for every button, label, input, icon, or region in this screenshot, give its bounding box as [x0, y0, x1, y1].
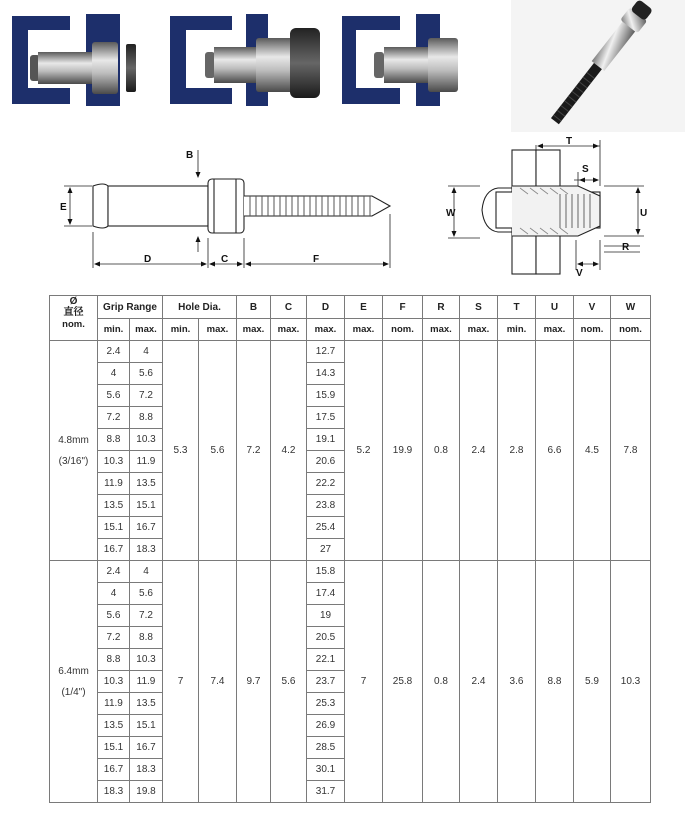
header-v: V — [574, 296, 611, 319]
lockbolt-pin-photo — [511, 0, 685, 132]
grip-min-cell: 10.3 — [98, 451, 130, 473]
dim-label-b: B — [186, 150, 194, 161]
installation-photos — [0, 0, 685, 132]
dim-label-s: S — [582, 164, 589, 175]
spec-d-cell: 23.8 — [307, 495, 345, 517]
dim-label-c: C — [221, 254, 229, 265]
spec-w-cell: 10.3 — [611, 561, 651, 803]
nominal-diameter-cell — [50, 341, 98, 561]
spec-t-cell: 2.8 — [498, 341, 536, 561]
grip-min-cell: 8.8 — [98, 429, 130, 451]
spec-w-cell: 7.8 — [611, 341, 651, 561]
grip-max-cell: 16.7 — [130, 737, 163, 759]
header-b: B — [237, 296, 271, 319]
spec-hole-min-cell: 7 — [163, 561, 199, 803]
technical-drawings — [0, 132, 685, 292]
spec-b-cell: 9.7 — [237, 561, 271, 803]
header-e: E — [345, 296, 383, 319]
spec-d-cell: 23.7 — [307, 671, 345, 693]
grip-min-cell: 5.6 — [98, 385, 130, 407]
grip-min-cell: 2.4 — [98, 341, 130, 363]
grip-min-cell: 15.1 — [98, 737, 130, 759]
subheader-s: max. — [460, 319, 498, 341]
grip-max-cell: 8.8 — [130, 627, 163, 649]
spec-d-cell: 12.7 — [307, 341, 345, 363]
header-hole-dia: Hole Dia. — [163, 296, 237, 319]
nominal-diameter-mm: 4.8mm — [58, 434, 89, 446]
spec-t-cell: 3.6 — [498, 561, 536, 803]
header-u: U — [536, 296, 574, 319]
subheader-d: max. — [307, 319, 345, 341]
subheader-t: min. — [498, 319, 536, 341]
grip-max-cell: 15.1 — [130, 715, 163, 737]
grip-max-cell: 5.6 — [130, 583, 163, 605]
nominal-diameter-inch: (3/16") — [58, 455, 89, 467]
grip-max-cell: 7.2 — [130, 385, 163, 407]
grip-max-cell: 4 — [130, 341, 163, 363]
header-grip-range: Grip Range — [98, 296, 163, 319]
spec-v-cell: 4.5 — [574, 341, 611, 561]
grip-max-cell: 13.5 — [130, 693, 163, 715]
spec-d-cell: 19.1 — [307, 429, 345, 451]
install-step-1-photo — [12, 14, 136, 106]
grip-max-cell: 13.5 — [130, 473, 163, 495]
grip-max-cell: 15.1 — [130, 495, 163, 517]
grip-min-cell: 4 — [98, 583, 130, 605]
subheader-f: nom. — [383, 319, 423, 341]
spec-d-cell: 31.7 — [307, 781, 345, 803]
grip-max-cell: 8.8 — [130, 407, 163, 429]
dim-label-d: D — [144, 254, 152, 265]
spec-c-cell: 4.2 — [271, 341, 307, 561]
grip-min-cell: 18.3 — [98, 781, 130, 803]
spec-d-cell: 20.5 — [307, 627, 345, 649]
grip-max-cell: 18.3 — [130, 759, 163, 781]
spec-d-cell: 22.1 — [307, 649, 345, 671]
subheader-grip-min: min. — [98, 319, 130, 341]
grip-max-cell: 11.9 — [130, 671, 163, 693]
spec-u-cell: 8.8 — [536, 561, 574, 803]
subheader-hole-min: min. — [163, 319, 199, 341]
nominal-diameter-mm: 6.4mm — [58, 665, 89, 677]
spec-f-cell: 19.9 — [383, 341, 423, 561]
header-r: R — [423, 296, 460, 319]
header-w: W — [611, 296, 651, 319]
subheader-grip-max: max. — [130, 319, 163, 341]
spec-table-body — [50, 341, 651, 803]
install-step-2-photo — [170, 14, 320, 106]
grip-max-cell: 19.8 — [130, 781, 163, 803]
spec-c-cell: 5.6 — [271, 561, 307, 803]
header-f: F — [383, 296, 423, 319]
grip-max-cell: 10.3 — [130, 429, 163, 451]
spec-u-cell: 6.6 — [536, 341, 574, 561]
installed-section-view — [448, 140, 644, 274]
grip-max-cell: 5.6 — [130, 363, 163, 385]
grip-max-cell: 16.7 — [130, 517, 163, 539]
grip-min-cell: 5.6 — [98, 605, 130, 627]
spec-d-cell: 28.5 — [307, 737, 345, 759]
spec-hole-min-cell: 5.3 — [163, 341, 199, 561]
subheader-nom: nom. — [50, 319, 98, 341]
grip-min-cell: 4 — [98, 363, 130, 385]
table-row — [50, 561, 651, 583]
spec-b-cell: 7.2 — [237, 341, 271, 561]
spec-d-cell: 19 — [307, 605, 345, 627]
spec-d-cell: 17.4 — [307, 583, 345, 605]
spec-s-cell: 2.4 — [460, 341, 498, 561]
dim-label-v: V — [576, 268, 583, 279]
spec-v-cell: 5.9 — [574, 561, 611, 803]
header-c: C — [271, 296, 307, 319]
spec-hole-max-cell: 7.4 — [199, 561, 237, 803]
grip-min-cell: 8.8 — [98, 649, 130, 671]
spec-d-cell: 15.9 — [307, 385, 345, 407]
spec-table — [49, 295, 651, 803]
grip-min-cell: 13.5 — [98, 495, 130, 517]
grip-min-cell: 10.3 — [98, 671, 130, 693]
spec-d-cell: 25.3 — [307, 693, 345, 715]
grip-max-cell: 4 — [130, 561, 163, 583]
spec-d-cell: 26.9 — [307, 715, 345, 737]
grip-min-cell: 13.5 — [98, 715, 130, 737]
grip-min-cell: 16.7 — [98, 759, 130, 781]
lockbolt-side-view — [64, 150, 390, 268]
dim-label-t: T — [566, 136, 573, 147]
grip-min-cell: 16.7 — [98, 539, 130, 561]
spec-r-cell: 0.8 — [423, 341, 460, 561]
subheader-c: max. — [271, 319, 307, 341]
dim-label-r: R — [622, 242, 630, 253]
dim-label-w: W — [446, 208, 456, 219]
nominal-diameter-inch: (1/4") — [61, 686, 86, 698]
header-diameter: Ø 直径 — [50, 296, 98, 319]
spec-d-cell: 22.2 — [307, 473, 345, 495]
spec-d-cell: 30.1 — [307, 759, 345, 781]
header-s: S — [460, 296, 498, 319]
subheader-u: max. — [536, 319, 574, 341]
dim-label-e: E — [60, 202, 67, 213]
dim-label-u: U — [640, 208, 648, 219]
subheader-b: max. — [237, 319, 271, 341]
subheader-e: max. — [345, 319, 383, 341]
install-step-3-photo — [342, 14, 458, 106]
grip-max-cell: 10.3 — [130, 649, 163, 671]
grip-min-cell: 7.2 — [98, 407, 130, 429]
spec-r-cell: 0.8 — [423, 561, 460, 803]
header-d: D — [307, 296, 345, 319]
grip-min-cell: 11.9 — [98, 693, 130, 715]
grip-min-cell: 15.1 — [98, 517, 130, 539]
subheader-v: nom. — [574, 319, 611, 341]
subheader-r: max. — [423, 319, 460, 341]
spec-hole-max-cell: 5.6 — [199, 341, 237, 561]
grip-max-cell: 11.9 — [130, 451, 163, 473]
spec-d-cell: 14.3 — [307, 363, 345, 385]
grip-min-cell: 11.9 — [98, 473, 130, 495]
subheader-hole-max: max. — [199, 319, 237, 341]
subheader-w: nom. — [611, 319, 651, 341]
dim-label-f: F — [313, 254, 320, 265]
spec-d-cell: 27 — [307, 539, 345, 561]
grip-min-cell: 2.4 — [98, 561, 130, 583]
header-t: T — [498, 296, 536, 319]
spec-f-cell: 25.8 — [383, 561, 423, 803]
spec-e-cell: 7 — [345, 561, 383, 803]
spec-d-cell: 17.5 — [307, 407, 345, 429]
spec-d-cell: 20.6 — [307, 451, 345, 473]
grip-min-cell: 7.2 — [98, 627, 130, 649]
grip-max-cell: 7.2 — [130, 605, 163, 627]
spec-e-cell: 5.2 — [345, 341, 383, 561]
spec-d-cell: 25.4 — [307, 517, 345, 539]
spec-d-cell: 15.8 — [307, 561, 345, 583]
nominal-diameter-cell — [50, 561, 98, 803]
spec-s-cell: 2.4 — [460, 561, 498, 803]
table-row — [50, 341, 651, 363]
grip-max-cell: 18.3 — [130, 539, 163, 561]
